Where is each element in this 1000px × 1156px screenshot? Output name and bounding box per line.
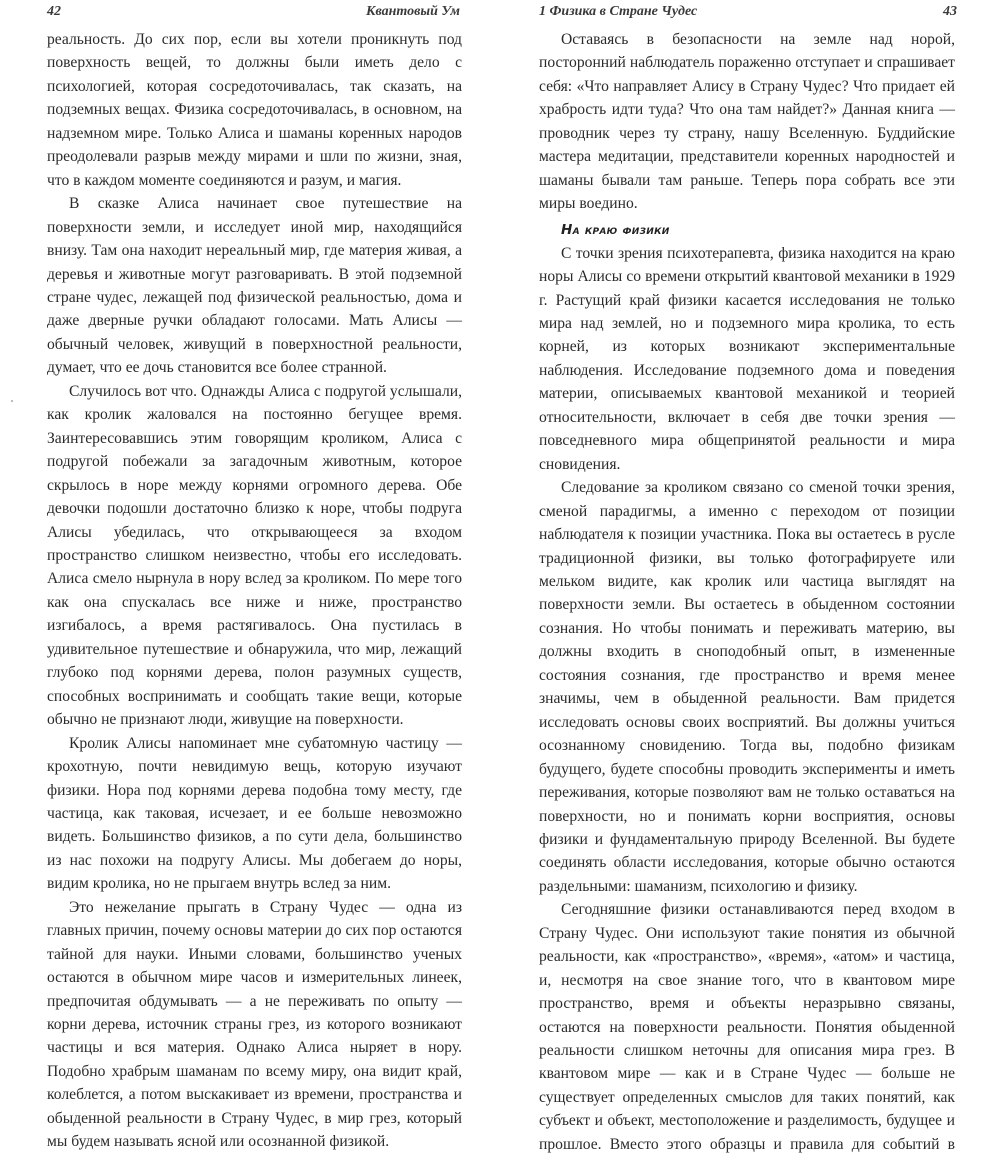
paragraph: Следование за кроликом связано со сменой точки зрения, сменой парадигмы, а именно с переходом от позиции наблюдателя к позиции участника. Пока вы остаетесь в русле традиционной физики, вы только фотографируете или мельком видите, как кролик или частица выглядят на поверхности земли. Вы остаетесь в обыденном состоянии сознания. Но чтобы понимать и переживать материю, вы должны входить в сноподобный опыт, в измененные состояния сознания, где пространство и время менее значимы, чем в обыденной реальности. Вам придется исследовать основы своих восприятий. Вы должны учиться осознанному сновидению. Тогда вы, подобно физикам будущего, будете способны проводить эксперименты и иметь переживания, которые позволяют вам не только оставаться на поверхности, но и понимать корни восприятия, основы физики и фундаментальную природу Вселенной. Вы будете соединять области исследования, которые обычно остаются раздельными: шаманизм, психологию и физику. — [539, 479, 955, 895]
paragraph: реальность. До сих пор, если вы хотели проникнуть под поверхность вещей, то должны были иметь дело с психологией, которая сосредоточивалась, так сказать, на подземных вещах. Физика сосредоточивалась, в основном, на надземном мире. Только Алиса и шаманы коренных народов преодолевали разрыв между мирами и шли по жизни, зная, что в каждом моменте соединяются и разум, и магия. — [47, 31, 462, 189]
right-page — [500, 0, 1000, 1153]
paragraph: Случилось вот что. Однажды Алиса с подругой услышали, как кролик жаловался на постоянно бегущее время. Заинтересовавшись этим говорящим кроликом, Алиса с подругой побежали за загадочным животным, которое скрылось в норе между корнями огромного дерева. Обе девочки подошли достаточно близко к норе, чтобы подруга Алисы убедилась, что открывающееся за входом пространство слишком неизвестно, чтобы его исследовать. Алиса смело нырнула в нору вслед за кроликом. По мере того как она спускалась все ниже и ниже, пространство изгибалось, а время растягивалось. Она пустилась в удивительное путешествие и обнаружила, что мир, лежащий глубоко под корнями дерева, полон разумных существ, способных воспринимать и сообщать такие вещи, которые обычно не признают люди, живущие на поверхности. — [47, 382, 462, 729]
section-heading: На краю физики — [561, 221, 670, 238]
paragraph: Кролик Алисы напоминает мне субатомную частицу — крохотную, почти невидимую вещь, которую изучают физики. Нора под корнями дерева подобна тому месту, где частица, как таковая, исчезает, и ее больше невозможно видеть. Большинство физиков, а по сути дела, большинство из нас похожи на подругу Алисы. Мы добегаем до норы, видим кролика, но не прыгаем внутрь вслед за ним. — [47, 734, 462, 893]
running-title: Квантовый Ум — [365, 4, 460, 19]
scan-speck — [11, 400, 13, 402]
paragraph: Оставаясь в безопасности на земле над норой, посторонний наблюдатель пораженно отступает и спрашивает себя: «Что направляет Алису в Страну Чудес? Что придает ей храбрость идти туда? Что она там найдет?» Данная книга — проводник через ту страну, нашу Вселенную. Буддийские мастера медитации, представители коренных народностей и шаманы бывали там раньше. Теперь пора собрать все эти миры воедино. — [539, 31, 955, 213]
paragraph: В сказке Алиса начинает свое путешествие на поверхности земли, и исследует иной мир, находящийся внизу. Там она находит нереальный мир, где материя живая, а деревья и животные могут разговаривать. В этой подземной стране чудес, лежащей под физической реальностью, дома и даже дверные ручки обладают голосами. Мать Алисы — обычный человек, живущий в поверхностной реальности, думает, что ее дочь становится все более странной. — [47, 195, 462, 377]
page-body — [539, 28, 955, 1156]
paragraph: Это нежелание прыгать в Страну Чудес — одна из главных причин, почему основы материи до сих пор остаются тайной для науки. Иными словами, большинство ученых остаются в обычном мире часов и измерительных линеек, предпочитая обдумывать — а не переживать по опыту — корни дерева, источник страны грез, из которого возникают частицы и вся материя. Однако Алиса ныряет в нору. Подобно храбрым шаманам по всему миру, она видит край, колеблется, а потом выскакивает из времени, пространства и обыденной реальности в Страну Чудес, в мир грез, который мы будем называть ясной или осознанной физикой. — [47, 898, 462, 1151]
left-page — [0, 0, 500, 1151]
page-number: 43 — [943, 4, 957, 19]
page-number: 42 — [47, 4, 61, 19]
paragraph: С точки зрения психотерапевта, физика находится на краю норы Алисы со времени открытий квантовой механики в 1929 г. Растущий край физики касается исследования не только мира над землей, но и подземного мира кролика, то есть корней, из которых возникают экспериментальные наблюдения. Исследование подземного дома и поведения материи, описываемых квантовой механикой и теорией относительности, включает в себя две точки зрения — повседневного мира общепринятой реальности и мира сновидения. — [539, 244, 955, 473]
running-title: 1 Физика в Стране Чудес — [539, 4, 698, 19]
paragraph: Сегодняшние физики останавливаются перед входом в Страну Чудес. Они используют такие понятия из обычной реальности, как «пространство», «время», «атом» и частица, и, несмотря на свое знание того, что в квантовом мире пространство, время и объекты неразрывно связаны, остаются на поверхности реальности. Понятия обыденной реальности слишком неточны для описания мира грез. В квантовом мире — как и в Стране Чудес — больше не существует определенных смыслов для таких понятий, как субъект и объект, местоположение и разделимость, будущее и прошлое. Вместо этого образцы и правила для событий в — [539, 901, 955, 1153]
page-body — [47, 28, 462, 1154]
